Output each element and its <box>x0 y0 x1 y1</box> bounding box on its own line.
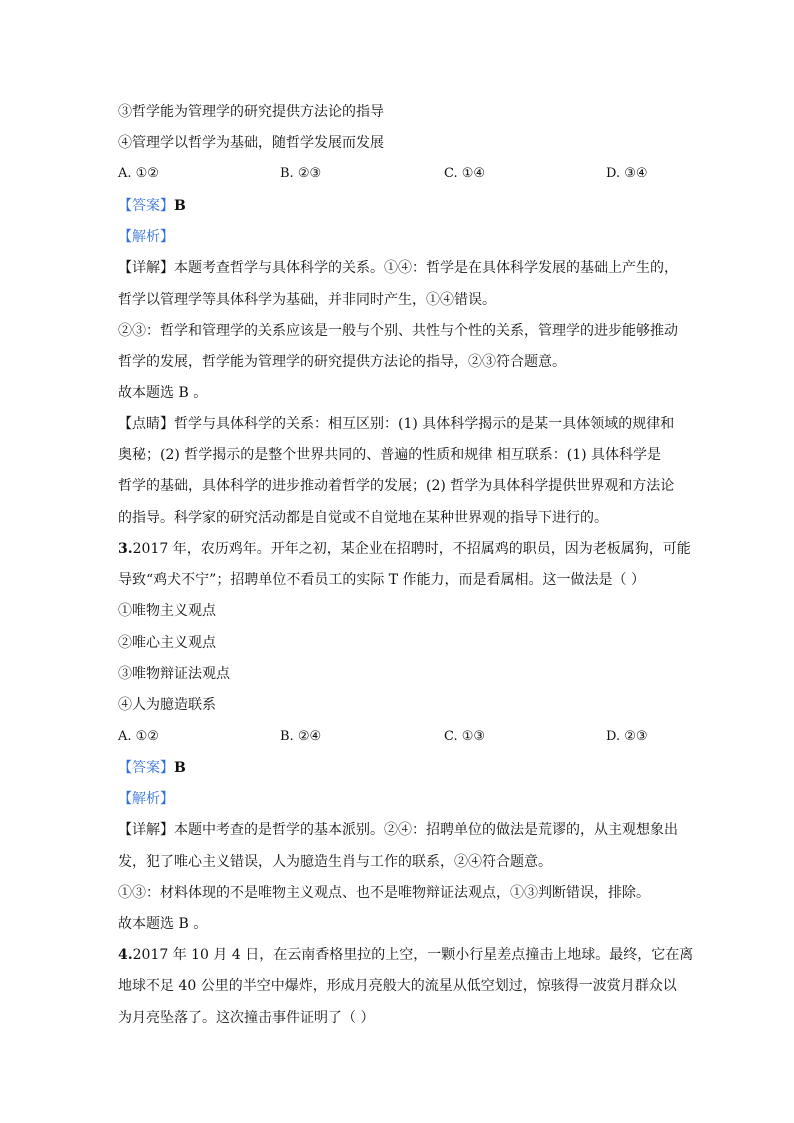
q4-stem-line: 为月亮坠落了。这次撞击事件证明了（ ） <box>118 1010 375 1026</box>
q2-options <box>118 164 658 184</box>
q2-tips-line: 哲学的基础，具体科学的进步推动着哲学的发展；(2) 哲学为具体科学提供世界观和方法论 <box>118 478 675 494</box>
q3-statement-2: ②唯心主义观点 <box>118 635 216 651</box>
q2-tips-line: 【点睛】哲学与具体科学的关系：相互区别：(1) 具体科学揭示的是某一具体领域的规律和 <box>118 416 675 432</box>
q2-analysis-tag: 【解析】 <box>118 229 174 245</box>
q3-detail-line: 发，犯了唯心主义错误，人为臆造生肖与工作的联系，②④符合题意。 <box>118 854 552 870</box>
q3-options <box>118 727 658 747</box>
q2-statement-4: ④管理学以哲学为基础，随哲学发展而发展 <box>118 135 384 151</box>
answer-value: B <box>174 760 186 776</box>
q3-answer <box>118 758 186 778</box>
q2-detail-line: 哲学以管理学等具体科学为基础，并非同时产生，①④错误。 <box>118 292 496 308</box>
q2-option-b: B. ②③ <box>280 166 322 181</box>
q2-tips-line: 奥秘；(2) 哲学揭示的是整个世界共同的、普遍的性质和规律 相互联系：(1) 具体科学是 <box>118 447 662 463</box>
answer-tag: 【答案】 <box>118 760 174 776</box>
answer-tag: 【答案】 <box>118 198 174 214</box>
q2-option-d: D. ③④ <box>606 166 648 181</box>
q3-option-d: D. ②③ <box>606 729 648 744</box>
q4-number: 4. <box>118 947 133 963</box>
q3-stem-line <box>118 539 691 559</box>
q3-option-c: C. ①③ <box>444 729 486 744</box>
q3-number: 3. <box>118 541 133 557</box>
q3-detail-line: ①③：材料体现的不是唯物主义观点、也不是唯物辩证法观点，①③判断错误，排除。 <box>118 885 650 901</box>
q3-statement-4: ④人为臆造联系 <box>118 697 216 713</box>
q4-stem-line: 地球不足 40 公里的半空中爆炸，形成月亮般大的流星从低空划过，惊骇得一波赏月群众以 <box>118 978 677 994</box>
q3-stem-line: 导致“鸡犬不宁”；招聘单位不看员工的实际 T 作能力，而是看属相。这一做法是（ ） <box>118 572 646 588</box>
q4-stem-line <box>118 945 693 965</box>
q2-detail-line: 哲学的发展，哲学能为管理学的研究提供方法论的指导，②③符合题意。 <box>118 354 566 370</box>
q3-stem-text: 2017 年，农历鸡年。开年之初，某企业在招聘时，不招属鸡的职员，因为老板属狗，可能 <box>132 541 691 557</box>
q3-option-a: A. ①② <box>118 729 159 744</box>
q3-analysis-tag: 【解析】 <box>118 791 174 807</box>
q2-answer <box>118 196 186 216</box>
q2-option-a: A. ①② <box>118 166 159 181</box>
q2-detail-line: 【详解】本题考查哲学与具体科学的关系。①④：哲学是在具体科学发展的基础上产生的， <box>118 260 678 276</box>
answer-value: B <box>174 198 186 214</box>
q3-detail-line: 【详解】本题中考查的是哲学的基本派别。②④：招聘单位的做法是荒谬的，从主观想象出 <box>118 822 678 838</box>
q2-detail-line: ②③：哲学和管理学的关系应该是一般与个别、共性与个性的关系，管理学的进步能够推动 <box>118 323 678 339</box>
q2-statement-3: ③哲学能为管理学的研究提供方法论的指导 <box>118 104 384 120</box>
q2-tips-line: 的指导。科学家的研究活动都是自觉或不自觉地在某种世界观的指导下进行的。 <box>118 510 608 526</box>
q3-statement-3: ③唯物辩证法观点 <box>118 666 230 682</box>
q3-conclusion: 故本题选 B 。 <box>118 916 208 932</box>
q2-option-c: C. ①④ <box>444 166 486 181</box>
q2-conclusion: 故本题选 B 。 <box>118 385 208 401</box>
q3-option-b: B. ②④ <box>280 729 322 744</box>
q4-stem-text: 2017 年 10 月 4 日，在云南香格里拉的上空，一颗小行星差点撞击上地球。最终，它在离 <box>132 947 694 963</box>
q3-statement-1: ①唯物主义观点 <box>118 603 216 619</box>
